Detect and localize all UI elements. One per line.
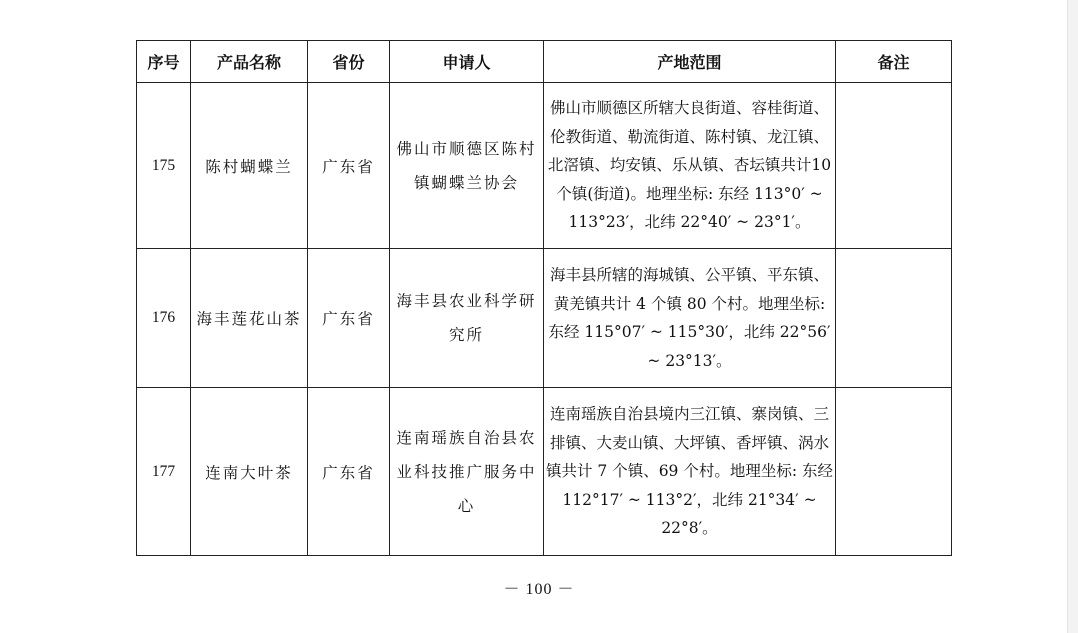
header-cell-province: 省份 <box>308 41 390 83</box>
product-name: 连南大叶茶 <box>191 388 308 556</box>
header-cell-note: 备注 <box>836 41 952 83</box>
page-number: － 100 － <box>503 581 575 598</box>
note <box>836 83 952 249</box>
production-area: 佛山市顺德区所辖大良街道、容桂街道、伦教街道、勒流街道、陈村镇、龙江镇、北滘镇、均安镇、乐从镇、杏坛镇共计10个镇(街道)。地理坐标: 东经 113°0′ ~ 113°23′，北纬 22°40′ ~ 23°1′。 <box>544 83 836 249</box>
province: 广东省 <box>308 388 390 556</box>
registration-table <box>136 40 952 556</box>
row-number: 176 <box>137 249 191 388</box>
header-cell-product-name: 产品名称 <box>191 41 308 83</box>
applicant: 连南瑶族自治县农业科技推广服务中心 <box>390 388 544 556</box>
row-number: 177 <box>137 388 191 556</box>
production-area: 连南瑶族自治县境内三江镇、寨岗镇、三排镇、大麦山镇、大坪镇、香坪镇、涡水镇共计 7 个镇、69 个村。地理坐标: 东经 112°17′ ~ 113°2′，北纬 21°34′ ~ 22°8′。 <box>544 388 836 556</box>
product-name: 陈村蝴蝶兰 <box>191 83 308 249</box>
table-row <box>137 388 952 556</box>
header-cell-production-area: 产地范围 <box>544 41 836 83</box>
page-edge-divider <box>1067 0 1078 633</box>
applicant: 海丰县农业科学研究所 <box>390 249 544 388</box>
note <box>836 388 952 556</box>
header-cell-number: 序号 <box>137 41 191 83</box>
note <box>836 249 952 388</box>
row-number: 175 <box>137 83 191 249</box>
table-row <box>137 249 952 388</box>
product-name: 海丰莲花山茶 <box>191 249 308 388</box>
table-header-row <box>137 41 952 83</box>
province: 广东省 <box>308 83 390 249</box>
header-cell-applicant: 申请人 <box>390 41 544 83</box>
production-area: 海丰县所辖的海城镇、公平镇、平东镇、黄羌镇共计 4 个镇 80 个村。地理坐标: 东经 115°07′ ~ 115°30′，北纬 22°56′ ~ 23°13′。 <box>544 249 836 388</box>
applicant: 佛山市顺德区陈村镇蝴蝶兰协会 <box>390 83 544 249</box>
table-row <box>137 83 952 249</box>
province: 广东省 <box>308 249 390 388</box>
